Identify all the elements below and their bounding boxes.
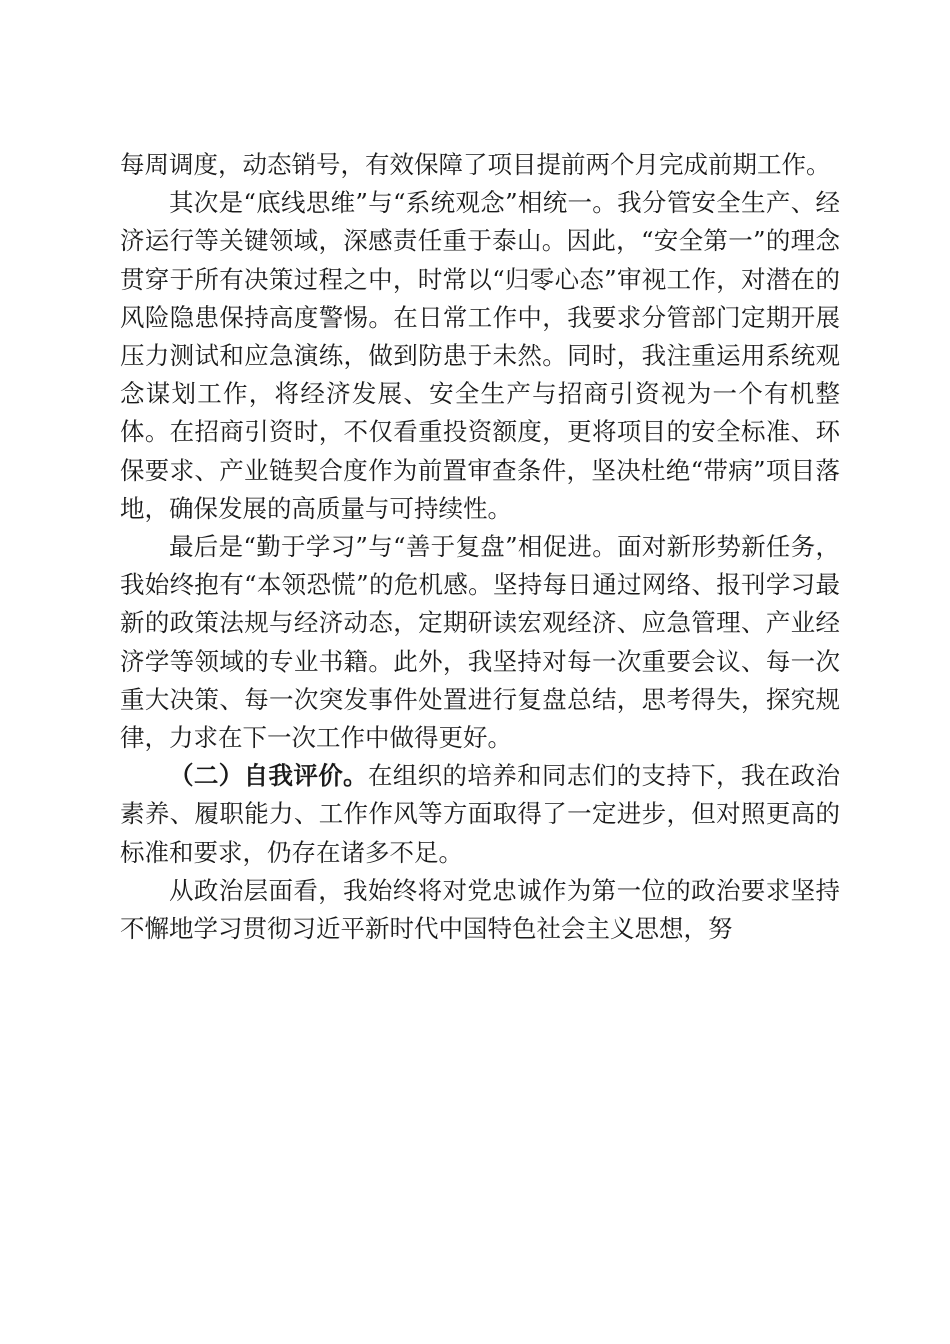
document-body <box>120 146 840 948</box>
paragraph-2 <box>120 184 840 528</box>
section-heading-self-evaluation: （二）自我评价。 <box>169 761 368 791</box>
paragraph-4 <box>120 757 840 872</box>
paragraph-5 <box>120 872 840 948</box>
paragraph-1 <box>120 146 840 184</box>
paragraph-4-text: 在组织的培养和同志们的支持下，我在政治素养、履职能力、工作作风等方面取得了一定进步，但对照更高的标准和要求，仍存在诸多不足。 <box>120 761 841 867</box>
paragraph-1-text: 每周调度，动态销号，有效保障了项目提前两个月完成前期工作。 <box>120 150 831 179</box>
paragraph-2-text: 其次是“底线思维”与“系统观念”相统一。我分管安全生产、经济运行等关键领域，深感责任重于泰山。因此，“安全第一”的理念贯穿于所有决策过程之中，时常以“归零心态”审视工作，对潜在的风险隐患保持高度警惕。在日常工作中，我要求分管部门定期开展压力测试和应急演练，做到防患于未然。同时，我注重运用系统观念谋划工作，将经济发展、安全生产与招商引资视为一个有机整体。在招商引资时，不仅看重投资额度，更将项目的安全标准、环保要求、产业链契合度作为前置审查条件，坚决杜绝“带病”项目落地，确保发展的高质量与可持续性。 <box>120 188 840 523</box>
paragraph-5-text: 从政治层面看，我始终将对党忠诚作为第一位的政治要求坚持不懈地学习贯彻习近平新时代中国特色社会主义思想，努 <box>120 875 840 944</box>
paragraph-3 <box>120 528 840 757</box>
paragraph-3-text: 最后是“勤于学习”与“善于复盘”相促进。面对新形势新任务，我始终抱有“本领恐慌”的危机感。坚持每日通过网络、报刊学习最新的政策法规与经济动态，定期研读宏观经济、应急管理、产业经济学等领域的专业书籍。此外，我坚持对每一次重要会议、每一次重大决策、每一次突发事件处置进行复盘总结，思考得失，探究规律，力求在下一次工作中做得更好。 <box>120 532 840 753</box>
